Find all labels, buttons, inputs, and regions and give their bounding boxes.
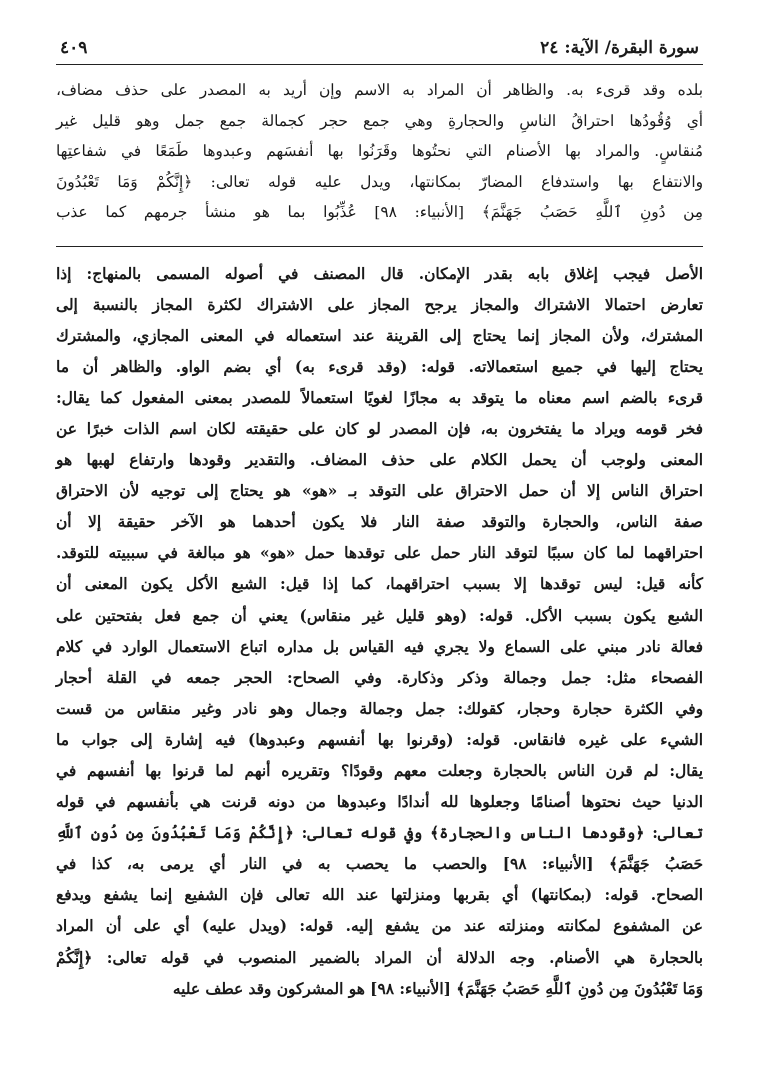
commentary-line: الشيء على غيره فانقاس. قوله: (وقرنوا بها أنفسهم وعبدوها) فيه إشارة إلى جواب ما bbox=[56, 730, 703, 749]
main-text-line: أي وُقُودُها احتراقُ الناسِ والحجارةِ وهي جمع حجر كجمالة جمع جمل وهو قليل غير bbox=[56, 111, 703, 130]
commentary-line: عن المشفوع لمكانته ومنزلته عند من يشفع إليه. قوله: (ويدل عليه) أي على أن المراد bbox=[56, 917, 703, 936]
main-text-line: مِن دُونِ ٱللَّهِ حَصَبُ جَهَنَّمَ﴾ [الأنبياء: ٩٨] عُذِّبُوا بما هو منشأ جرمهم كما عذب bbox=[56, 203, 704, 221]
commentary-line: احتراقهما لما كان سببًا لتوقد النار حمل على توقدها حمل «هو» هو مبالغة في سببيته للتوقد. bbox=[56, 544, 703, 563]
commentary-line: يحتاج إليها في جميع استعمالاته. قوله: (وقد قرىء به) أي بضم الواو. والظاهر أن ما bbox=[56, 357, 703, 376]
commentary-line: صفة الناس، والحجارة والتوقد صفة النار فلا يكون أحدهما هو الآخر حقيقة إلا أن bbox=[56, 513, 703, 532]
commentary-line: قرىء بالضم اسم معناه ما يتوقد به مجازًا لغويًا استعمالاً للمصدر بمعنى المفعول كما يقال: bbox=[56, 388, 703, 407]
commentary-line: المعنى ولوجب أن يحمل الكلام على حذف المضاف. والتقدير وقودها وارتفاع لهبها هو bbox=[56, 451, 703, 470]
surah-title: سورة البقرة/ الآية: ٢٤ bbox=[540, 38, 699, 58]
page-header bbox=[56, 38, 703, 65]
commentary-line: الدنيا حيث نحتوها أصنامًا وجعلوها لله أندادًا وعبدوها من دونه قرنت هي بأنفسهم في قوله bbox=[56, 793, 703, 812]
commentary-block bbox=[56, 259, 703, 1005]
commentary-line: كأنه قيل: ليس توقدها إلا بسبب احتراقهما، كما إذا قيل: الشبع الأكل يكون المعنى أن bbox=[56, 575, 703, 594]
commentary-line: تعارض احتمالا الاشتراك والمجاز يرجح المجاز على الاشتراك لكثرة المجاز بالنسبة إلى bbox=[56, 295, 703, 314]
main-text-line: بلده وقد قرىء به. والظاهر أن المراد به الاسم وإن أريد به المصدر على حذف مضاف، bbox=[56, 81, 703, 99]
commentary-line: بالحجارة هي الأصنام. وجه الدلالة أن المراد بالضمير المنصوب في قوله تعالى: ﴿إِنَّكُمْ bbox=[56, 948, 703, 967]
commentary-line: يقال: لم قرن الناس بالحجارة وجعلت معهم وقودًا؟ وتقريره أنهم لما قرنوا بها أنفسهم في bbox=[56, 762, 703, 780]
footnote-separator bbox=[56, 246, 703, 247]
main-text-line: والانتفاع بها واستدفاع المضارّ بمكانتها، ويدل عليه قوله تعالى: ﴿إِنَّكُمْ وَمَا تَعْبُدُونَ bbox=[56, 172, 703, 191]
commentary-line: تعالى: ﴿وقودها الناس والحجارة﴾ وفي قوله تعالى: ﴿إِنَّكُمْ وَمَا تَعْبُدُونَ مِن دُونِ ٱللَّهِ bbox=[56, 824, 703, 843]
page-number: ٤٠٩ bbox=[60, 38, 88, 58]
commentary-line: فعالة نادر مبني على السماع ولا يجري فيه القياس بل مداره اتباع الاستعمال الوارد في كلام bbox=[56, 637, 703, 656]
commentary-line: وفي الكثرة حجارة وحجار، كقولك: جمل وجمالة وجمال وهو نادر وغير منقاس من قست bbox=[56, 699, 703, 718]
commentary-line: حَصَبُ جَهَنَّمَ﴾ [الأنبياء: ٩٨] والحصب ما يحصب به في النار أي يرمى به، كذا في bbox=[56, 855, 703, 874]
commentary-line: الصحاح. قوله: (بمكانتها) أي بقربها ومنزلتها عند الله تعالى فإن الشفيع إنما يشفع ويدفع bbox=[56, 886, 703, 905]
main-text-block bbox=[56, 75, 703, 228]
commentary-line: احتراق الناس إلا أن حمل الاحتراق على التوقد بـ «هو» هو يحتاج إلى توجيه لأن الاحتراق bbox=[56, 482, 703, 501]
commentary-line: الشبع يكون بسبب الأكل. قوله: (وهو قليل غير منقاس) يعني أن جمع فعل بفتحتين على bbox=[56, 606, 703, 625]
commentary-line: المشترك، ولأن المجاز إنما يحتاج إلى القرينة عند استعماله في المعنى المجازي، والمشترك bbox=[56, 326, 703, 345]
main-text-line: مُنقاسٍ. والمراد بها الأصنام التي نحتُوها وقَرَنُوا بها أنفسَهم وعبدوها طَمَعًا في شفاعتِها bbox=[56, 142, 703, 160]
commentary-line: الأصل فيجب إغلاق بابه بقدر الإمكان. قال المصنف في أصوله المسمى بالمنهاج: إذا bbox=[56, 264, 703, 283]
commentary-line: الفصحاء مثل: جمل وجمالة وذكر وذكارة. وفي الصحاح: الحجر جمعه في القلة أحجار bbox=[56, 668, 703, 687]
commentary-line: وَمَا تَعْبُدُونَ مِن دُونِ ٱللَّهِ حَصَبُ جَهَنَّمَ﴾ [الأنبياء: ٩٨] هو المشركون وقد عطف عليه bbox=[172, 979, 703, 998]
commentary-line: فخر قومه ويراد ما يفتخرون به، فإن المصدر لو كان على حقيقته لكان اسم الذات خبرًا عن bbox=[56, 419, 703, 438]
